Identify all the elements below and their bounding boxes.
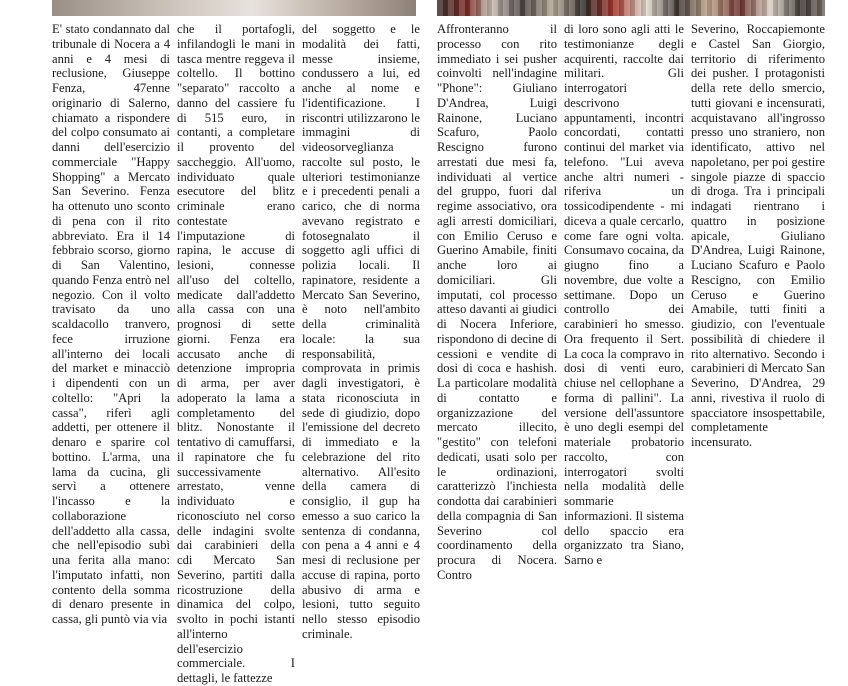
article-photo-left xyxy=(52,0,416,16)
article-right-text-3: Severino, Roccapiemonte e Castel San Giorgio, territorio di riferimento dei pusher. I protagonisti della rete dello smercio, tutti giovani e incensurati, acquistavano all'ingrosso presso uno straniero, non identificato, attivo nel napoletano, per poi gestire singole piazze di spaccio di droga. Tra i principali indagati rientrano i quattro in posizione apicale, Giuliano D'Andrea, Luigi Rainone, Luciano Scafuro e Paolo Rescigno, con Emilio Ceruso e Guerino Amabile, tutti finiti a giudizio, con l'eventuale possibilità di chiedere il rito alternativo. Secondo i carabinieri di Mercato San Severino, D'Andrea, 29 anni, rivestiva il ruolo di spacciatore insospettabile, completamente incensurato. xyxy=(691,22,825,449)
article-left-text-3: del soggetto e le modalità dei fatti, messe insieme, condussero a lui, ed anche al nome e l'identificazione. I riscontri utilizzarono le immagini di videosorveglianza raccolte sul posto, le ulteriori testimonianze e i precedenti penali a carico, che di norma avevano registrato e fotosegnalato il soggetto agli uffici di polizia locali. Il rapinatore, residente a Mercato San Severino, è noto nell'ambito della criminalità locale: la sua responsabilità, comprovata in primis dagli investigatori, è stata riconosciuta in sede di giudizio, dopo l'emissione del decreto di immediato e la celebrazione del rito alternativo. All'esito della camera di consiglio, il gup ha emesso a suo carico la sentenza di condanna, con pena a 4 anni e 4 mesi di reclusione per accuse di rapina, porto abusivo di arma e lesioni, tutto seguito nello stesso episodio criminale. xyxy=(302,22,420,641)
article-left-column-2 xyxy=(177,22,295,685)
article-left-column-1 xyxy=(52,22,170,626)
article-right-column-3 xyxy=(691,22,825,449)
article-right-text-2: di loro sono agli atti le testimonianze degli acquirenti, raccolte dai militari. Gli interrogatori descrivono appuntamenti, incontri concordati, contatti continui del market via telefono. "Lui aveva anche altri numeri - riferiva un tossicodipendente - mi diceva a quale cercarlo, come fare ogni volta. Consumavo cocaina, da giugno fino a novembre, due volte a settimane. Dopo un controllo dei carabinieri ho smesso. Ora frequento il Sert. La coca la compravo in dosi di venti euro, chiuse nel cellophane a forma di pallini". La versione dell'assuntore è uno degli esempi del materiale probatorio raccolto, con interrogatori svolti nella modalità delle sommarie informazioni. Il sistema dello spaccio era organizzato tra Siano, Sarno e xyxy=(564,22,684,567)
article-right-column-1 xyxy=(437,22,557,582)
page-gutter xyxy=(424,0,430,400)
article-left-column-3 xyxy=(302,22,420,641)
article-right-column-2 xyxy=(564,22,684,567)
article-right-text-1: Affronteranno il processo con rito immediato i sei pusher coinvolti nell'indagine "Phone": Giuliano D'Andrea, Luigi Rainone, Luciano Scafuro, Paolo Rescigno furono arrestati due mesi fa, individuati al vertice del gruppo, fuori dal regime associativo, ora agli arresti domiciliari, con Emilio Ceruso e Guerino Amabile, finiti anche loro ai domiciliari. Gli imputati, col processo atteso davanti ai giudici di Nocera Inferiore, rispondono di decine di cessioni e vendite di dosi di coca e hashish. La particolare modalità di contatto e organizzazione del mercato illecito, "gestito" con telefoni dedicati, usati solo per le ordinazioni, caratterizzò l'inchiesta condotta dai carabinieri della compagnia di San Severino col coordinamento della procura di Nocera. Contro xyxy=(437,22,557,582)
article-left-text-2: che il portafogli, infilandogli le mani in tasca mentre reggeva il coltello. Il bottino "separato" raccolto a danno del cassiere fu di 515 euro, in contanti, a completare il provento del saccheggio. All'uomo, individuato quale esecutore del blitz criminale erano contestate l'imputazione di rapina, le accuse di lesioni, connesse all'uso del coltello, medicate dall'addetto alla cassa con una prognosi di sette giorni. Fenza era accusato anche di detenzione impropria di arma, per aver adoperato la lama a completamento del blitz. Nonostante il tentativo di camuffarsi, il rapinatore che fu successivamente arrestato, venne individuato e riconosciuto nel corso delle indagini svolte dai carabinieri della cdi Mercato San Severino, partiti dalla ricostruzione della dinamica del colpo, svolto in pochi istanti all'interno dell'esercizio commerciale. I dettagli, le fattezze xyxy=(177,22,295,685)
article-photo-right xyxy=(437,0,825,16)
article-left-text-1: E' stato condannato dal tribunale di Nocera a 4 anni e 4 mesi di reclusione, Giuseppe Fenza, 47enne originario di Salerno, chiamato a rispondere del colpo consumato ai danni dell'esercizio commerciale "Happy Shopping" a Mercato San Severino. Fenza ha ottenuto uno sconto di pena con il rito abbreviato. Era il 14 febbraio scorso, giorno di San Valentino, quando Fenza entrò nel negozio. Con il volto travisato da uno scaldacollo tranvero, fece irruzione all'interno dei locali del market e minacciò i dipendenti con un coltello: "Apri la cassa", riferì agli addetti, per ottenere il denaro e sparire col bottino. L'arma, una lama da cucina, gli servì a ottenere l'incasso e la collaborazione dell'addetto alla cassa, che nell'episodio subì una ferita alla mano: l'imputato infatti, non contento della somma di denaro presente in cassa, gli puntò via via xyxy=(52,22,170,626)
